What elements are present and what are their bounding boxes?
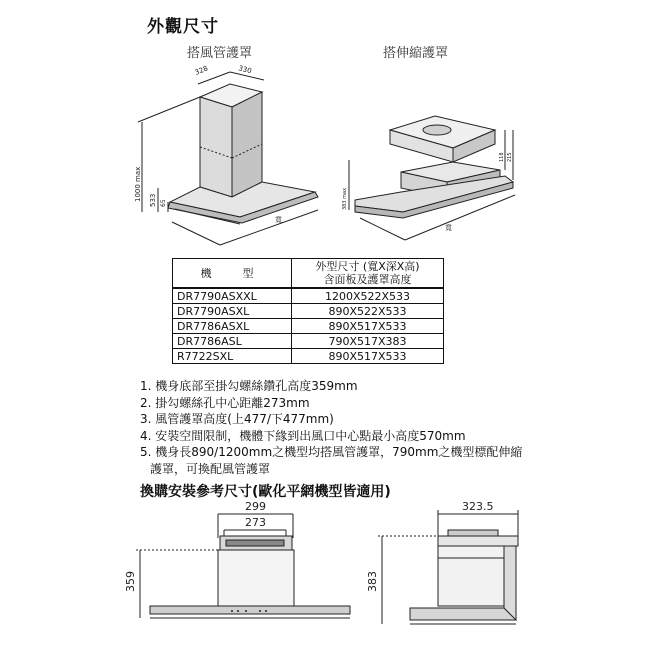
header-size-line2: 含面板及護罩高度 <box>323 273 412 286</box>
section-title: 換購安裝參考尺寸(歐化平網機型皆適用) <box>140 484 391 500</box>
left-diagram-label: 搭風管護罩 <box>187 46 253 61</box>
duct-hood-diagram <box>130 62 340 257</box>
header-size <box>292 259 444 289</box>
size-cell: 1200X522X533 <box>292 288 444 304</box>
size-cell: 890X522X533 <box>292 304 444 319</box>
left-dim-height-max: 1000 max <box>134 166 142 202</box>
model-cell: DR7790ASXL <box>173 304 292 319</box>
right-dim-width: 寬 <box>445 224 452 232</box>
table-row <box>173 288 444 304</box>
model-cell: DR7786ASXL <box>173 319 292 334</box>
note-item: 1. 機身底部至掛勾螺絲鑽孔高度359mm <box>140 379 358 393</box>
left-dim-330: 330 <box>237 64 253 76</box>
model-cell: R7722SXL <box>173 349 292 364</box>
left-dim-65: 65 <box>160 199 167 207</box>
size-cell: 890X517X533 <box>292 349 444 364</box>
page-title: 外觀尺寸 <box>147 17 219 37</box>
dim-323-5: 323.5 <box>462 500 494 513</box>
model-cell: DR7790ASXXL <box>173 288 292 304</box>
note-item: 5. 機身長890/1200mm之機型均搭風管護罩，790mm之機型標配伸縮護罩，可換配風管護罩 <box>140 445 523 476</box>
side-view-diagram <box>366 500 530 640</box>
right-dim-118: 118 <box>499 152 505 162</box>
note-item: 3. 風管護罩高度(上477/下477mm) <box>140 412 334 426</box>
table-row <box>173 304 444 319</box>
table-row <box>173 319 444 334</box>
size-cell: 790X517X383 <box>292 334 444 349</box>
header-model: 機 型 <box>173 259 292 289</box>
note-item: 2. 掛勾螺絲孔中心距離273mm <box>140 395 310 410</box>
dim-383: 383 <box>366 571 379 592</box>
right-diagram-label: 搭伸縮護罩 <box>383 46 449 61</box>
header-size-line1: 外型尺寸 (寬X深X高) <box>315 260 420 273</box>
right-dim-215: 215 <box>507 152 513 162</box>
telescopic-hood-diagram <box>335 100 525 250</box>
front-view-diagram <box>124 500 350 640</box>
left-dim-328: 328 <box>193 64 210 77</box>
dim-359: 359 <box>124 571 137 592</box>
right-dim-383-max: 383 max <box>342 187 348 210</box>
left-dim-533: 533 <box>149 193 157 207</box>
table-row <box>173 334 444 349</box>
size-cell: 890X517X533 <box>292 319 444 334</box>
dim-273: 273 <box>245 516 266 529</box>
note-item: 4. 安裝空間限制，機體下緣到出風口中心點最小高度570mm <box>140 428 466 443</box>
model-cell: DR7786ASL <box>173 334 292 349</box>
spec-table-header <box>173 259 444 289</box>
table-row <box>173 349 444 364</box>
dim-299: 299 <box>245 500 266 513</box>
spec-table <box>172 258 444 364</box>
left-dim-width: 寬 <box>275 216 282 224</box>
notes-list <box>140 378 530 477</box>
